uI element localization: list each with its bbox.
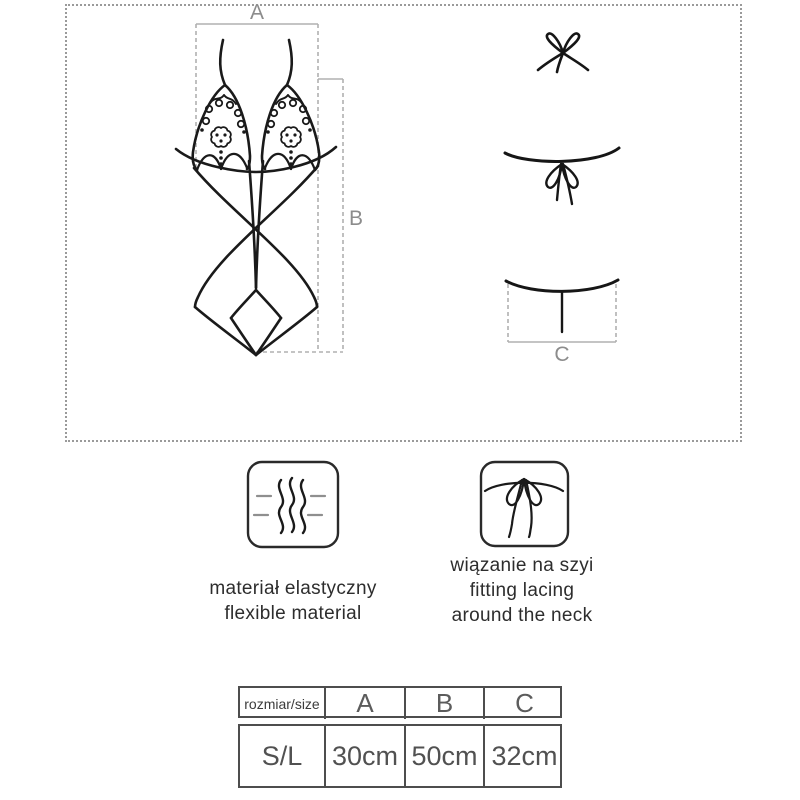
size-table-header-cell: A — [326, 688, 406, 719]
feature-caption-elastic — [193, 576, 393, 626]
size-table-cell: 32cm — [491, 740, 558, 771]
size-table-cell: S/L — [240, 726, 326, 786]
size-table-header-cell: C — [515, 688, 534, 718]
dimension-label-b: B — [349, 207, 364, 230]
neck-lacing-icon — [481, 462, 568, 546]
size-table-cell: 50cm — [406, 726, 485, 786]
bottom-width-drawing — [506, 280, 618, 332]
size-table-header-row — [238, 686, 562, 718]
size-table-header-cell: B — [406, 688, 485, 719]
caption-line: flexible material — [224, 603, 362, 624]
bodysuit-cup — [193, 40, 250, 170]
size-table-header-cell: rozmiar/size — [240, 688, 326, 719]
dimension-label-c: C — [554, 343, 570, 366]
size-table — [238, 686, 562, 788]
neckline-tie-drawing — [505, 148, 619, 204]
elastic-material-icon — [248, 462, 338, 547]
caption-line: around the neck — [451, 605, 593, 626]
caption-line: fitting lacing — [469, 580, 575, 601]
feature-caption-lacing — [422, 553, 622, 628]
halter-bow-drawing — [538, 33, 588, 72]
caption-line: materiał elastyczny — [209, 578, 377, 599]
size-table-data-row — [238, 724, 562, 788]
caption-line: wiązanie na szyi — [450, 555, 594, 576]
size-table-cell: 30cm — [326, 726, 406, 786]
dimension-label-a: A — [249, 1, 265, 24]
bodysuit-drawing — [176, 40, 336, 355]
